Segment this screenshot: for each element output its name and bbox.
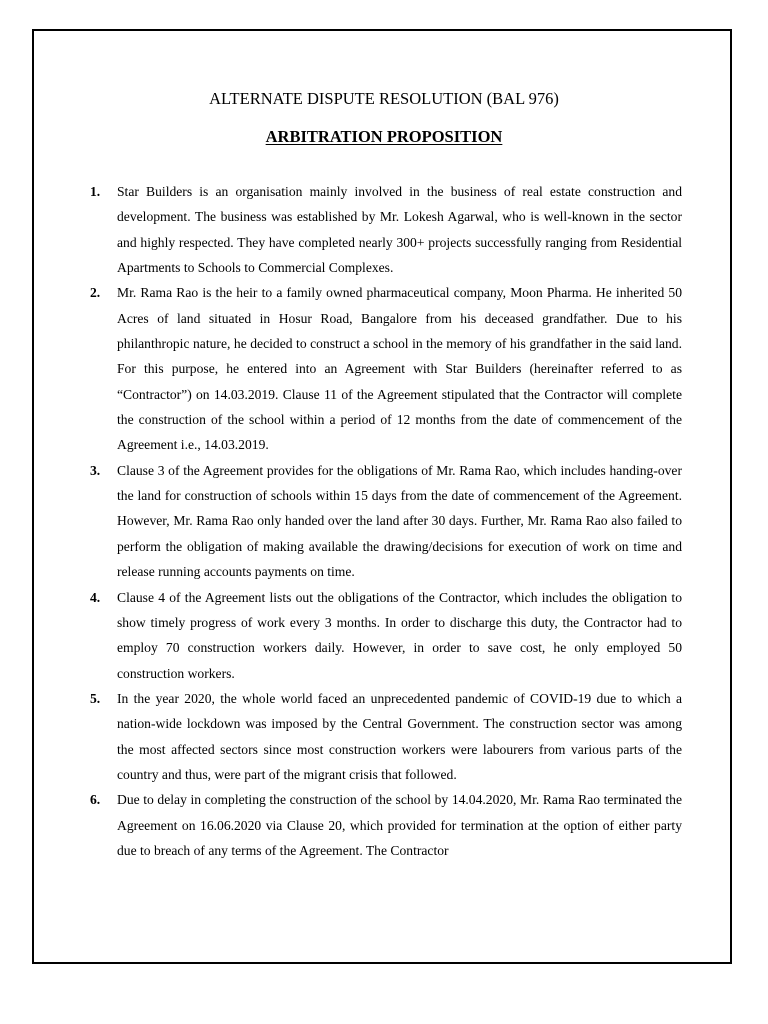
list-item — [82, 179, 682, 280]
item-number: 2. — [90, 285, 101, 301]
list-item — [82, 787, 682, 863]
numbered-list — [82, 179, 682, 863]
document-subtitle: ARBITRATION PROPOSITION — [265, 127, 503, 146]
item-number: 1. — [90, 184, 101, 199]
item-text: Due to delay in completing the construction of the school by 14.04.2020, Mr. Rama Rao terminated the Agreement on 16.06.2020 via Clause 20, which provided for termination at the option of either party due to breach of any terms of the Agreement. The Contractor — [117, 792, 682, 858]
list-item — [82, 585, 682, 686]
item-text: In the year 2020, the whole world faced an unprecedented pandemic of COVID-19 due to which a nation-wide lockdown was imposed by the Central Government. The construction sector was among the most affected sectors since most construction workers were labourers from various parts of the country and thus, were part of the migrant crisis that followed. — [117, 690, 682, 782]
item-number: 3. — [90, 462, 101, 478]
item-text: Clause 3 of the Agreement provides for the obligations of Mr. Rama Rao, which includes handing-over the land for construction of schools within 15 days from the date of commencement of the Agreement. However, Mr. Rama Rao only handed over the land after 30 days. Further, Mr. Rama Rao also failed to perform the obligation of making available the drawing/decisions for execution of work on time and release running accounts payments on time. — [117, 462, 682, 580]
item-number: 5. — [90, 690, 101, 706]
item-text: Clause 4 of the Agreement lists out the obligations of the Contractor, which includes the obligation to show timely progress of work every 3 months. In order to discharge this duty, the Contractor had to employ 70 construction workers daily. However, in order to save cost, he only employed 50 construction workers. — [117, 589, 682, 681]
item-text: Star Builders is an organisation mainly involved in the business of real estate construction and development. The business was established by Mr. Lokesh Agarwal, who is well-known in the sector and highly respected. They have completed nearly 300+ projects successfully ranging from Residential Apartments to Schools to Commercial Complexes. — [117, 184, 682, 276]
list-item — [82, 458, 682, 585]
document-title: ALTERNATE DISPUTE RESOLUTION (BAL 976) — [209, 89, 559, 108]
list-item — [82, 280, 682, 457]
item-text: Mr. Rama Rao is the heir to a family owned pharmaceutical company, Moon Pharma. He inherited 50 Acres of land situated in Hosur Road, Bangalore from his deceased grandfather. Due to his philanthropic nature, he decided to construct a school in the memory of his grandfather in the said land. For this purpose, he entered into an Agreement with Star Builders (hereinafter referred to as “Contractor”) on 14.03.2019. Clause 11 of the Agreement stipulated that the Contractor will complete the construction of the school within a period of 12 months from the date of commencement of the Agreement i.e., 14.03.2019. — [117, 285, 682, 453]
item-number: 4. — [90, 589, 101, 605]
item-number: 6. — [90, 792, 101, 808]
list-item — [82, 686, 682, 787]
